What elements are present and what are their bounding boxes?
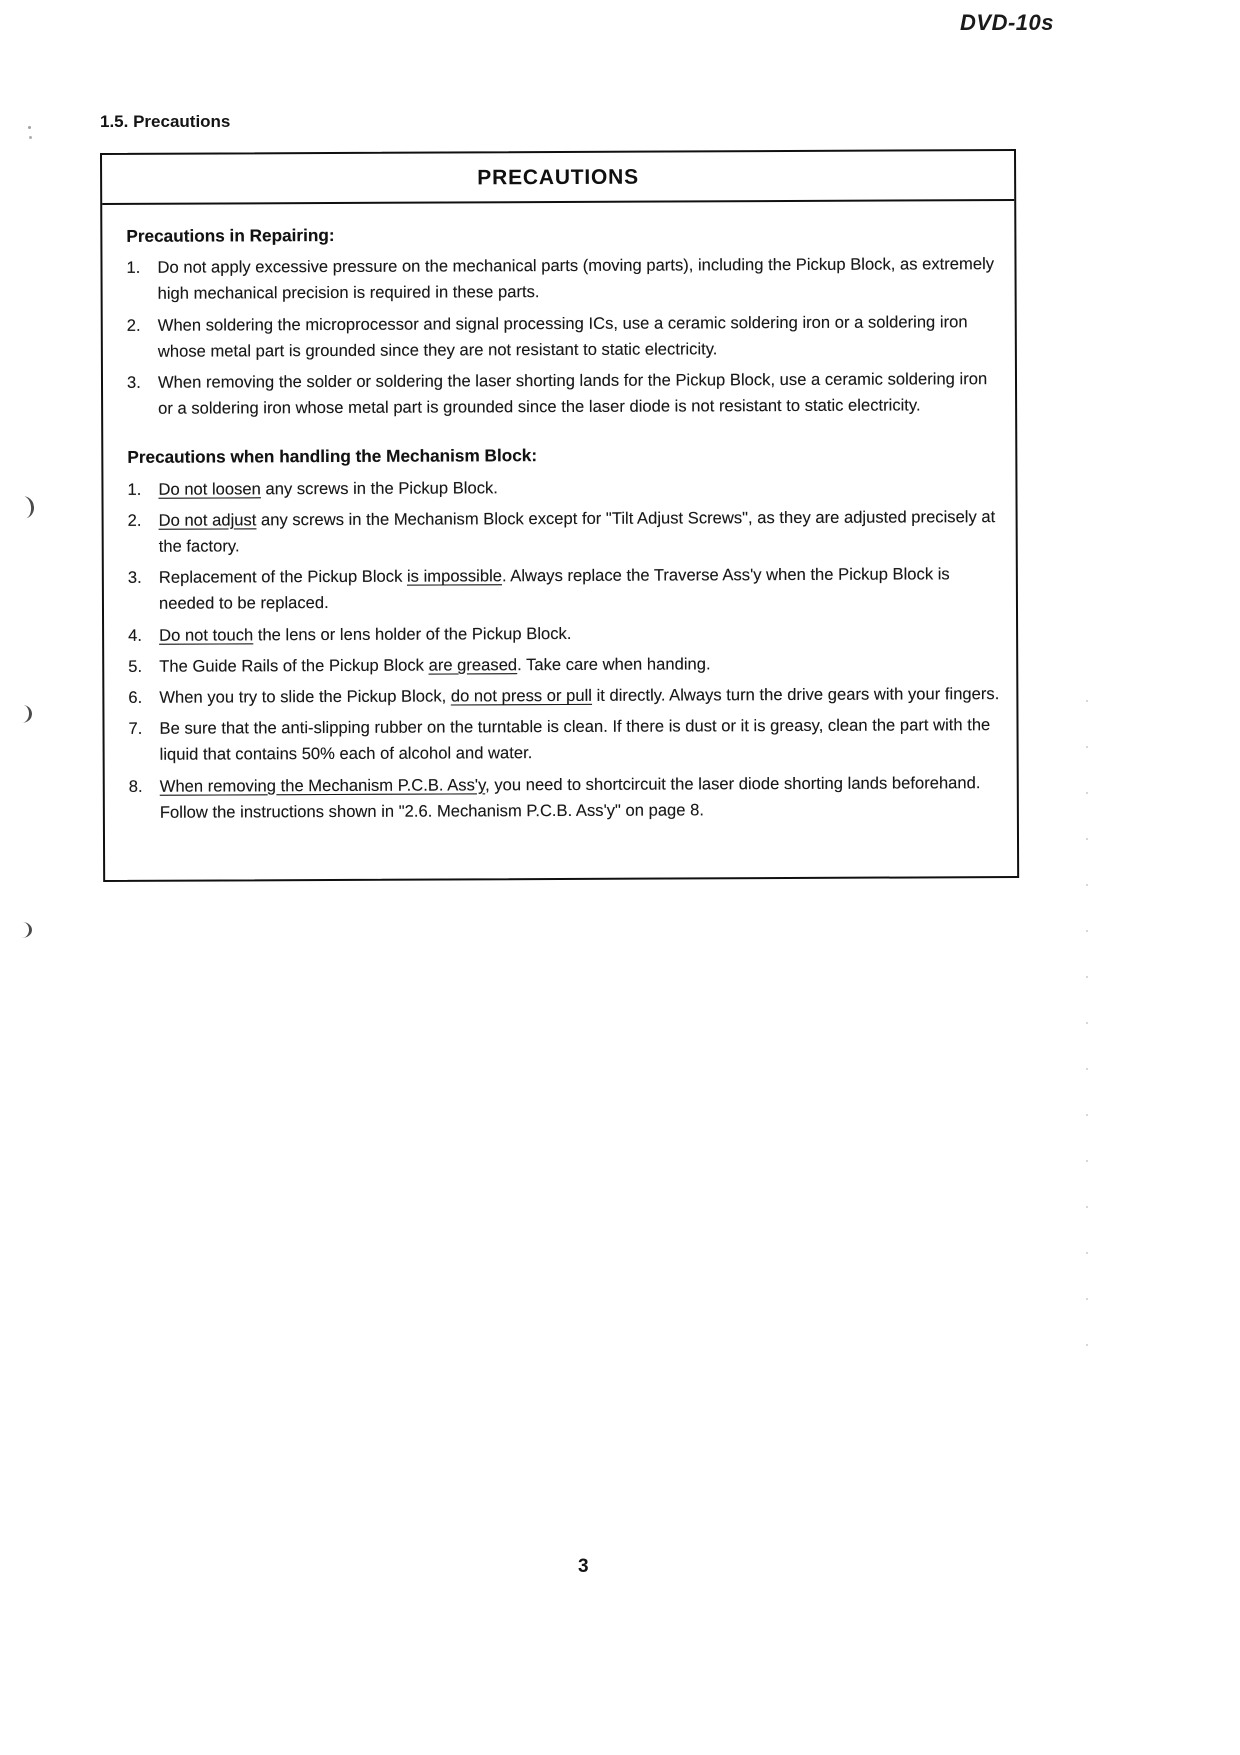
list-item-number: 3. [126,372,141,392]
list-item-text: Do not touch the lens or lens holder of the Pickup Block. [159,623,572,645]
list-item-number: 3. [127,567,142,588]
list-item-number: 1. [126,257,141,278]
list-item-text: Replacement of the Pickup Block is impossible. Always replace the Traverse Ass'y when the Pickup Block is needed to be replaced. [158,564,950,614]
list-item-number: 8. [128,776,143,796]
repairing-list [126,251,999,422]
page-number: 3 [578,1556,589,1577]
scan-artifact [20,922,33,938]
list-item-text: The Guide Rails of the Pickup Block are greased. Take care when handing. [159,654,711,676]
list-item-number: 2. [127,510,142,530]
list-item-number: 7. [128,719,143,739]
list-item-number: 1. [127,479,142,499]
list-item [128,619,1000,649]
mechanism-section [127,440,1001,825]
list-item-text: When soldering the microprocessor and signal processing ICs, use a ceramic soldering iron or a soldering iron whose metal part is grounded since they are not resistant to static electricity. [157,311,968,361]
scan-artifact [21,495,35,518]
repairing-heading: Precautions in Repairing: [126,224,335,246]
list-item [127,366,999,422]
list-item-text: Be sure that the anti-slipping rubber on the turntable is clean. If there is dust or it is greasy, clean the part with the liquid that contains 50% each of alcohol and water. [159,715,991,765]
list-item-text: Do not apply excessive pressure on the mechanical parts (moving parts), including the Pickup Block, as extremely high mechanical precision is required in these parts. [157,254,995,304]
list-item [128,561,1000,617]
box-title: PRECAUTIONS [477,165,639,190]
list-item [128,681,1000,711]
box-content [102,201,1017,826]
list-item-number: 2. [126,315,141,335]
mechanism-list [127,473,1001,826]
section-heading: 1.5. Precautions [100,112,231,131]
precautions-box [100,149,1019,882]
mechanism-heading: Precautions when handling the Mechanism Block: [127,445,538,468]
list-item [127,473,999,503]
list-item-text: When removing the solder or soldering the laser shorting lands for the Pickup Block, use a ceramic soldering iron or a soldering iron whose metal part is grounded since the laser diode is not resistant to static electricity. [157,369,988,418]
list-item-text: When removing the Mechanism P.C.B. Ass'y, you need to shortcircuit the laser diode shorting lands beforehand. Follow the instructions shown in "2.6. Mechanism P.C.B. Ass'y" on page 8. [159,772,981,822]
list-item [127,309,999,365]
list-item-text: Do not adjust any screws in the Mechanism Block except for "Tilt Adjust Screws", as they are adjusted precisely at the factory. [158,506,996,556]
list-item [129,770,1001,826]
doc-code: DVD-10s [960,10,1054,35]
list-item [126,251,998,307]
scan-artifact [28,126,31,129]
list-item [128,650,1000,680]
repairing-section [126,219,999,422]
list-item-text: Do not loosen any screws in the Pickup Block. [158,477,498,499]
list-item [128,712,1000,768]
list-item-number: 5. [128,656,143,676]
scan-artifact [20,705,33,724]
list-item [128,504,1000,560]
list-item-number: 4. [128,625,142,645]
scan-artifact [1086,700,1088,1350]
list-item-number: 6. [128,687,143,707]
list-item-text: When you try to slide the Pickup Block, do not press or pull it directly. Always turn the drive gears with your fingers. [159,684,1000,707]
